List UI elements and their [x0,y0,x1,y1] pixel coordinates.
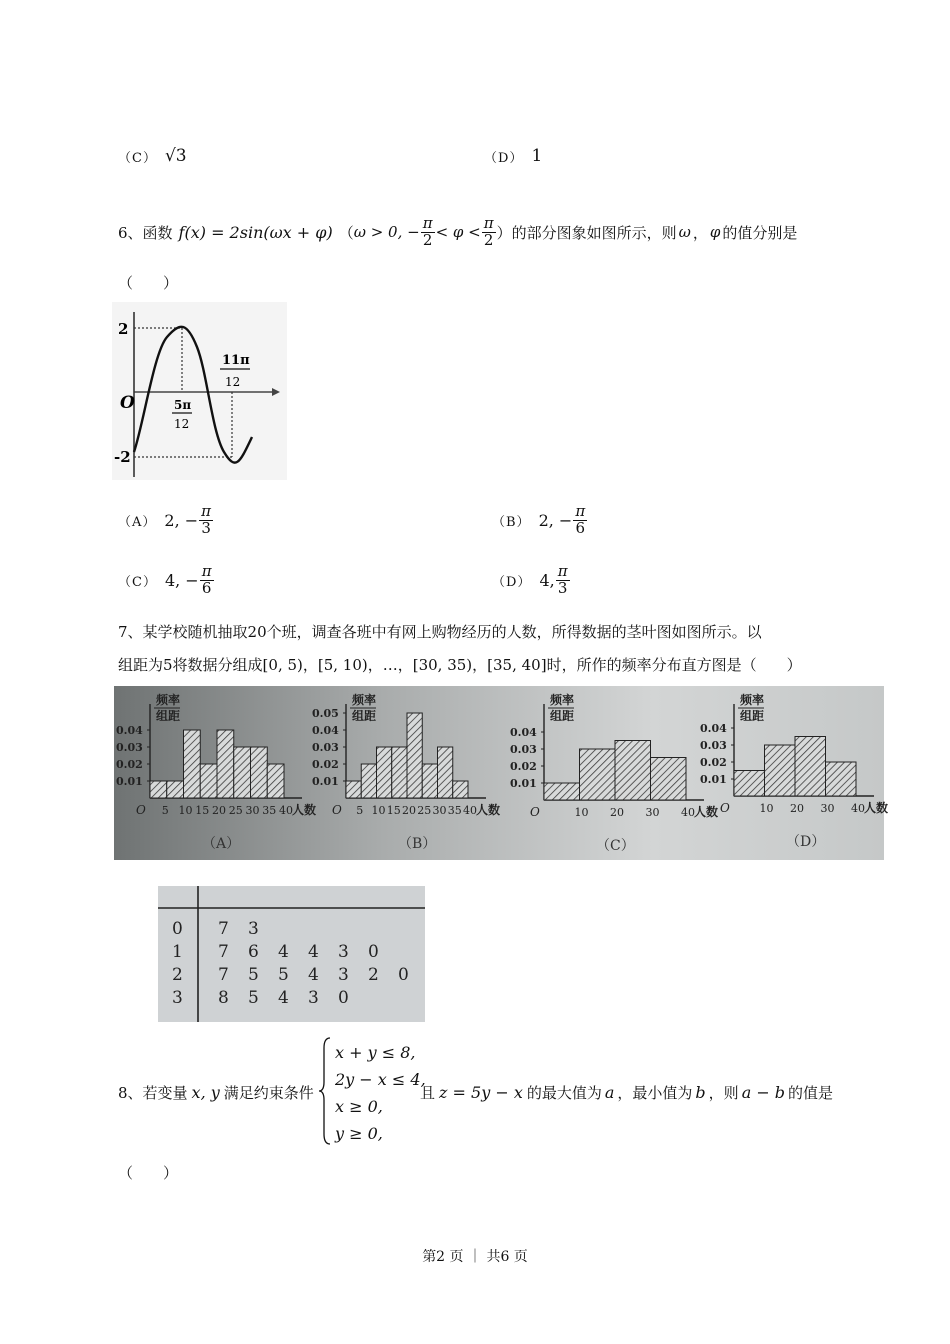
frac-num: π [201,502,212,520]
option-fraction [573,504,587,537]
leaf-value: 3 [248,919,259,939]
hist-ytick-label: 0.05 [312,707,339,720]
hist-bar [438,747,453,798]
q8-a: a [604,1083,615,1102]
y-label-top: 2 [118,320,129,338]
question-7-line1: 7、某学校随机抽取20个班，调查各班中有网上购物经历的人数，所得数据的茎叶图如图所示。以 [118,623,762,641]
hist-origin: O [136,803,146,817]
leaf-value: 3 [338,942,349,962]
q6-frac-den: 2 [422,230,433,249]
hist-ytick-label: 0.03 [312,741,339,754]
frac-num: π [557,562,568,580]
stem-value: 0 [172,919,183,939]
q8-tail: 的值是 [788,1084,834,1102]
hist-x-unit: 人数 [864,801,889,815]
hist-ylabel-top: 频率 [156,693,181,707]
hist-xtick-label: 15 [195,804,210,817]
q6-fraction [482,216,496,249]
leaf-value: 3 [308,988,319,1008]
x1-numerator: 5π [174,398,192,412]
hist-bar [734,771,765,797]
leaf-value: 5 [278,965,289,985]
leaf-value: 4 [278,988,289,1008]
hist-ytick-label: 0.04 [510,726,537,739]
hist-bar [615,741,651,801]
q6-function: f(x) = 2sin(ωx + φ) [178,222,333,242]
hist-bar [407,713,422,798]
option-6b [492,504,588,537]
stem-leaf-svg [158,886,425,1022]
stem-leaf-plot [158,886,425,1022]
histogram-options-photo [114,686,889,860]
hist-bar [217,730,234,798]
x2-numerator: 11π [222,353,250,368]
q6-tail: 的值分别是 [722,223,798,242]
hist-xtick-label: 40 [279,804,293,817]
option-fraction [556,564,570,597]
q6-paren: （ [338,223,354,242]
hist-bar [392,747,407,798]
q8-vars: x, y [191,1083,220,1102]
hist-xtick-label: 20 [212,804,226,817]
leaf-value: 7 [218,965,229,985]
leaf-value: 7 [218,942,229,962]
hist-xtick-label: 10 [178,804,193,817]
option-value: 2, − [164,510,199,530]
sine-graph [112,302,287,480]
hist-caption: （A） [202,836,241,852]
q6-paren: ） [496,223,512,242]
hist-x-unit: 人数 [292,803,317,817]
q8-prefix-text [118,1082,314,1103]
hist-origin: O [530,805,540,819]
hist-bar [251,747,268,798]
q8-then: ，则 [708,1084,739,1102]
hist-ytick-label: 0.04 [312,724,339,737]
hist-ylabel-top: 频率 [352,693,377,707]
q8-min-text: ，最小值为 [617,1084,693,1102]
hist-ytick-label: 0.03 [700,739,727,752]
hist-ytick-label: 0.03 [116,741,143,754]
hist-ytick-label: 0.01 [700,773,727,786]
option-label: （B） [492,514,531,530]
hist-ylabel-bottom: 组距 [550,709,575,723]
frac-den: 3 [557,578,568,597]
option-label: （C） [118,574,157,590]
hist-bar [377,747,392,798]
hist-xtick-label: 35 [262,804,277,817]
option-value: 2, − [538,510,573,530]
hist-bar [765,745,796,796]
hist-xtick-label: 20 [790,802,804,815]
hist-xtick-label: 40 [463,804,477,817]
leaf-value: 8 [218,988,229,1008]
hist-ytick-label: 0.04 [116,724,143,737]
hist-bar [167,781,184,798]
hist-ytick-label: 0.01 [116,775,143,788]
stem-value: 1 [172,942,183,962]
q6-frac-den: 2 [483,230,494,249]
hist-ylabel-top: 频率 [740,693,765,707]
leaf-value: 4 [308,942,319,962]
q8-constraints [335,1039,426,1147]
hist-xtick-label: 10 [371,804,386,817]
hist-xtick-label: 20 [402,804,416,817]
hist-origin: O [332,803,342,817]
leaf-value: 5 [248,965,259,985]
leaf-value: 2 [368,965,379,985]
q8-max-text: 的最大值为 [526,1084,602,1102]
leaf-value: 4 [278,942,289,962]
hist-x-unit: 人数 [694,805,719,819]
hist-ytick-label: 0.03 [510,743,537,756]
hist-xtick-label: 10 [759,802,774,815]
frac-den: 6 [201,578,212,597]
option-value: √3 [164,146,187,166]
option-6a [118,504,214,537]
frac-num: π [575,502,586,520]
brace-path [319,1038,330,1144]
hist-bar [795,737,826,797]
page-footer: 第2 页 ｜ 共6 页 [422,1249,528,1265]
hist-ytick-label: 0.01 [510,777,537,790]
graph-background [112,302,287,480]
hist-ytick-label: 0.02 [312,758,339,771]
option-label: （D） [492,574,532,590]
hist-caption: （C） [596,838,635,854]
hist-ytick-label: 0.04 [700,722,727,735]
leaf-value: 0 [338,988,349,1008]
hist-bar [453,781,468,798]
hist-ytick-label: 0.02 [700,756,727,769]
hist-caption: （D） [786,834,826,850]
hist-bar [184,730,201,798]
q8-tail-text [420,1082,833,1103]
q6-prefix: 6、函数 [118,223,173,242]
option-value: 4, − [164,570,199,590]
leaf-value: 5 [248,988,259,1008]
hist-ylabel-bottom: 组距 [156,709,181,723]
option-5c [118,146,187,166]
hist-ytick-label: 0.02 [116,758,143,771]
q8-mid: 满足约束条件 [223,1084,314,1102]
option-label: （C） [118,150,157,166]
hist-caption: （B） [398,836,437,852]
hist-xtick-label: 10 [574,806,589,819]
q6-answer-blank: （ ） [118,274,179,292]
y-label-bottom: -2 [114,448,131,466]
q8-objective: z = 5y − x [439,1083,523,1102]
leaf-value: 3 [338,965,349,985]
constraint-4: y ≥ 0, [335,1124,383,1143]
hist-ylabel-bottom: 组距 [740,709,765,723]
q8-b: b [695,1083,706,1102]
option-5d [484,146,542,166]
q6-suffix: 的部分图象如图所示，则 [511,223,677,242]
frac-den: 3 [201,518,211,537]
hist-xtick-label: 20 [610,806,624,819]
hist-xtick-label: 30 [432,804,447,817]
constraint-2: 2y − x ≤ 4, [335,1070,426,1089]
x1-denominator: 12 [174,417,190,431]
hist-bar [234,747,251,798]
option-6d [492,564,571,597]
hist-ylabel-bottom: 组距 [352,709,377,723]
hist-ylabel-top: 频率 [550,693,575,707]
hist-xtick-label: 30 [245,804,260,817]
hist-xtick-label: 30 [645,806,660,819]
q6-omega: ω [678,223,691,242]
hist-bar [361,764,376,798]
q6-condition-mid: < φ < [435,223,481,242]
hist-origin: O [720,801,730,815]
hist-bar [422,764,437,798]
hist-xtick-label: 40 [851,802,865,815]
constraint-1: x + y ≤ 8, [335,1043,416,1062]
option-label: （A） [118,514,157,530]
hist-bar [651,758,687,801]
hist-bar [150,781,167,798]
option-label: （D） [484,150,524,166]
option-fraction [200,564,214,597]
leaf-value: 4 [308,965,319,985]
stem-value: 2 [172,965,183,985]
q6-frac-num: π [422,214,433,232]
hist-bar [826,762,857,796]
leaf-value: 0 [398,965,409,985]
hist-bar [580,749,616,800]
q8-prefix: 8、若变量 [118,1084,188,1102]
option-6c [118,564,215,597]
hist-xtick-label: 30 [820,802,835,815]
option-value: 4, [539,570,555,590]
hist-bar [200,764,217,798]
question-6-stem [118,216,797,249]
q8-a-minus-b: a − b [741,1083,786,1102]
q8-and: 且 [420,1084,436,1102]
q6-phi: φ [709,223,721,242]
q6-fraction [421,216,435,249]
x2-denominator: 12 [225,375,241,389]
hist-xtick-label: 40 [681,806,695,819]
q6-comma: ， [692,223,708,242]
q8-brace [318,1036,332,1146]
question-7-line2: 组距为5将数据分组成[0, 5)，[5, 10)，…，[30, 35)，[35, 40]时，所作的频率分布直方图是（ ） [118,656,802,674]
origin-label: O [120,393,135,413]
hist-xtick-label: 5 [161,804,169,817]
leaf-value: 6 [248,942,259,962]
hist-xtick-label: 15 [386,804,401,817]
frac-den: 6 [575,518,586,537]
hist-xtick-label: 25 [417,804,432,817]
hist-ytick-label: 0.01 [312,775,339,788]
hist-x-unit: 人数 [476,803,501,817]
frac-num: π [201,562,212,580]
q6-condition: ω > 0, − [353,223,420,242]
stem-value: 3 [172,988,183,1008]
constraint-3: x ≥ 0, [335,1097,383,1116]
option-fraction [199,504,213,537]
hist-xtick-label: 35 [447,804,462,817]
hist-xtick-label: 5 [356,804,364,817]
option-value: 1 [531,146,543,166]
hist-bar [544,783,580,800]
leaf-value: 7 [218,919,229,939]
leaf-value: 0 [368,942,379,962]
hist-bar [346,781,361,798]
q6-frac-num: π [483,214,494,232]
hist-xtick-label: 25 [228,804,243,817]
hist-ytick-label: 0.02 [510,760,537,773]
q8-answer-blank: （ ） [118,1164,179,1182]
hist-bar [267,764,284,798]
